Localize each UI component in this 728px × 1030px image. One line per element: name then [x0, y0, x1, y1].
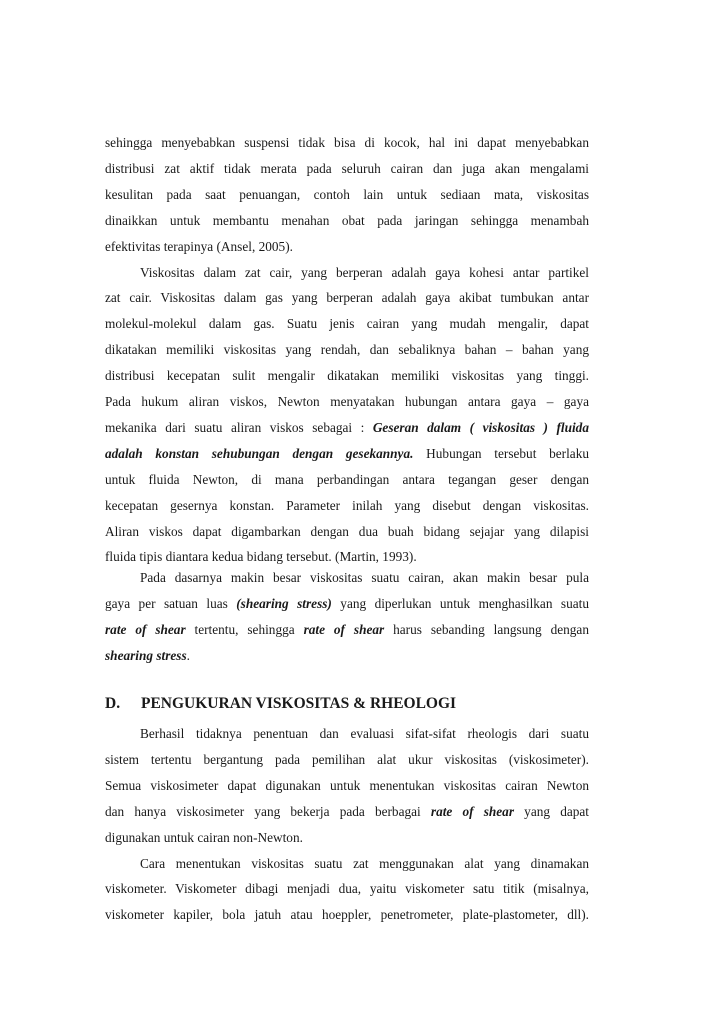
text-line: efektivitas terapinya (Ansel, 2005). — [105, 238, 293, 254]
paragraph-5 — [105, 851, 589, 929]
text-run: Hubungan tersebut berlaku — [413, 445, 589, 461]
paragraph-3 — [105, 565, 589, 669]
text-line: Berhasil tidaknya penentuan dan evaluasi sifat-sifat rheologis dari suatu — [140, 726, 589, 741]
text-line: Aliran viskos dapat digambarkan dengan dua buah bidang sejajar yang dilapisi — [105, 523, 589, 539]
emphasis-text: rate of shear — [105, 621, 186, 637]
text-line: Cara menentukan viskositas suatu zat menggunakan alat yang dinamakan — [140, 855, 589, 871]
section-letter: D. — [105, 695, 121, 712]
text-line — [105, 415, 589, 441]
text-line: kesulitan pada saat penuangan, contoh lain untuk sediaan mata, viskositas — [105, 186, 589, 202]
text-line — [105, 643, 589, 669]
text-line: molekul-molekul dalam gas. Suatu jenis cairan yang mudah mengalir, dapat — [105, 316, 589, 332]
text-line: viskometer kapiler, bola jatuh atau hoeppler, penetrometer, plate-plastometer, dll). — [105, 907, 589, 923]
emphasis-text: rate of shear — [303, 621, 385, 637]
text-run: yang dapat — [514, 803, 589, 819]
section-title: PENGUKURAN VISKOSITAS & RHEOLOGI — [141, 695, 457, 712]
text-run: . — [186, 647, 190, 663]
text-line: sehingga menyebabkan suspensi tidak bisa di kocok, hal ini dapat menyebabkan — [105, 135, 589, 150]
text-line — [105, 441, 589, 467]
paragraph-4 — [105, 721, 589, 851]
emphasis-text: (shearing stress) — [236, 595, 332, 611]
text-line: Pada dasarnya makin besar viskositas suatu cairan, akan makin besar pula — [140, 570, 589, 585]
text-line: Semua viskosimeter dapat digunakan untuk menentukan viskositas cairan Newton — [105, 777, 589, 793]
text-line: sistem tertentu bergantung pada pemilihan alat ukur viskositas (viskosimeter). — [105, 751, 589, 767]
paragraph-1 — [105, 130, 589, 260]
text-line: Pada hukum aliran viskos, Newton menyatakan hubungan antara gaya – gaya — [105, 394, 589, 410]
text-run: yang diperlukan untuk menghasilkan suatu — [331, 595, 589, 611]
text-line: dikatakan memiliki viskositas yang rendah, dan sebaliknya bahan – bahan yang — [105, 342, 589, 358]
text-line: distribusi kecepatan sulit mengalir dikatakan memiliki viskositas yang tinggi. — [105, 368, 589, 384]
section-heading — [105, 694, 589, 714]
text-line — [105, 591, 589, 617]
text-line: zat cair. Viskositas dalam gas yang berperan adalah gaya akibat tumbukan antar — [105, 290, 589, 306]
emphasis-text: Geseran dalam ( viskositas ) fluida — [372, 419, 589, 435]
text-run: gaya per satuan luas — [105, 595, 237, 611]
text-run: mekanika dari suatu aliran viskos sebagai : — [105, 419, 373, 435]
text-line: dinaikkan untuk membantu menahan obat pada jaringan sehingga menambah — [105, 212, 589, 228]
emphasis-text: shearing stress — [105, 647, 187, 663]
emphasis-text: adalah konstan sehubungan dengan gesekannya. — [105, 445, 414, 461]
text-run: tertentu, sehingga — [185, 621, 304, 637]
text-line — [105, 799, 589, 825]
text-line: untuk fluida Newton, di mana perbandingan antara tegangan geser dengan — [105, 471, 589, 487]
text-run: dan hanya viskosimeter yang bekerja pada berbagai — [105, 803, 431, 819]
text-line: viskometer. Viskometer dibagi menjadi dua, yaitu viskometer satu titik (misalnya, — [105, 881, 589, 897]
emphasis-text: rate of shear — [430, 803, 515, 819]
text-line: Viskositas dalam zat cair, yang berperan adalah gaya kohesi antar partikel — [140, 264, 589, 280]
text-line: distribusi zat aktif tidak merata pada seluruh cairan dan juga akan mengalami — [105, 160, 589, 176]
text-run: harus sebanding langsung dengan — [384, 621, 589, 637]
paragraph-2 — [105, 260, 589, 571]
text-line: kecepatan gesernya konstan. Parameter inilah yang disebut dengan viskositas. — [105, 497, 589, 513]
text-line: digunakan untuk cairan non-Newton. — [105, 829, 303, 845]
text-line — [105, 617, 589, 643]
text-line: fluida tipis diantara kedua bidang tersebut. (Martin, 1993). — [105, 549, 417, 565]
